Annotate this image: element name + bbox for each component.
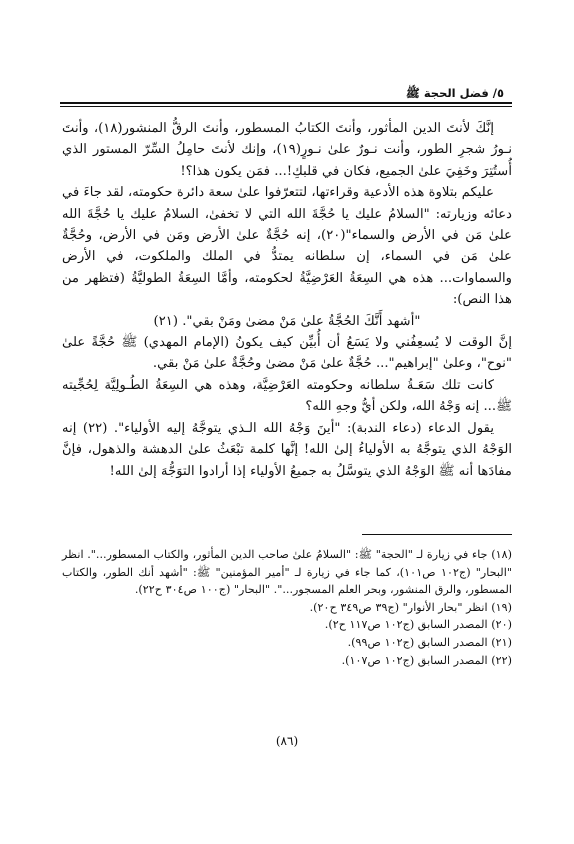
header-rule-thin bbox=[60, 106, 512, 107]
paragraph: عليكم بتلاوة هذه الأدعية وقراءتها، لتتعرّفوا علىٰ سعة دائرة حكومته، لقد جاءَ في دعائه وزيارته: "السلامُ عليك يا حُجَّةَ الله التي لا تخفىٰ، السلامُ عليك يا حُجَّةَ الله علىٰ مَن في الأرض والسماء"(٢٠)، إنه حُجَّةٌ علىٰ الأرض ومَن في الأرض، وحُجَّةٌ علىٰ مَن في السماء، إن سلطانه يمتدُّ في الملك والملكوت، في الأرض والسماوات... هذه هي السِعَةُ العَرْضِيَّةُ لحكومته، وأمَّا السِعَةُ الطوليَّةُ (فتظهر من هذا النص): bbox=[62, 185, 512, 308]
header-rule-thick bbox=[60, 102, 512, 104]
main-text bbox=[62, 118, 512, 482]
footnote: (٢٢) المصدر السابق (ج١٠٢ ص١٠٧). bbox=[341, 653, 512, 667]
running-header-title: ٥/ فضل الحجة ﷺ bbox=[405, 86, 504, 100]
quoted-line: "أشهد أَنَّكَ الحُجَّةُ علىٰ مَنْ مضىٰ ومَنْ بقي". (٢١) bbox=[153, 313, 421, 329]
footnote: (٢١) المصدر السابق (ج١٠٢ ص٩٩). bbox=[347, 635, 512, 649]
footnote-separator bbox=[362, 534, 512, 535]
page-number: (٨٦) bbox=[275, 734, 299, 748]
footnotes bbox=[62, 546, 512, 669]
paragraph: إنَّكَ لأنتَ الدين المأثور، وأنتَ الكتابُ المسطور، وأنتَ الرقُّ المنشور(١٨)، وأنتَ نـورُ شجرِ الطور، وأنت نـورٌ علىٰ نـورٍ(١٩)، وإنك لأنتَ حامِلُ السِّرّ المستور الذي أُستُتِرَ وخَفِيَ علىٰ الجميع، فكان في قلبكِ!... فمَن يكون هذا؟! bbox=[62, 121, 512, 179]
footnote: (١٨) جاء في زيارة لـ "الحجة" ﷺ: "السلامُ علىٰ صاحب الدين المأثور، والكتاب المسطور...". انظر "البحار" (ج١٠٢ ص١٠١)، كما جاء في زيارة لـ "أمير المؤمنين" ﷺ: "أشهد أنك الطور، والكتاب المسطور، والرق المنشور، وبحر العلم المسجور...". "البحار" (ج١٠٠ ص٣٠٤ ح٢٢). bbox=[62, 548, 512, 597]
paragraph: إنَّ الوقت لا يُسعِفُني ولا يَسَعُ أن أُبيِّن كيف يكونُ (الإمام المهدي) ﷺ حُجَّةً علىٰ "نوح"، وعلىٰ "إبراهيم"... حُجَّةٌ علىٰ مَنْ مضىٰ وحُجَّةٌ علىٰ مَنْ بقي. bbox=[62, 335, 512, 372]
footnote: (٢٠) المصدر السابق (ج١٠٢ ص١١٧ ح٢). bbox=[324, 618, 512, 632]
paragraph: يقول الدعاء (دعاء الندبة): "أينَ وَجْهُ الله الـذي يتوجَّهُ إليه الأولياء". (٢٢) إنه الوَجْهُ الذي يتوجَّهُ به الأولياءُ إلىٰ الله! إنَّها كلمة تبْعَثُ علىٰ الدهشة والذهول، فإنَّ مفادَها أنه ﷺ الوَجْهُ الذي يتوسَّلُ به جميعُ الأولياء إذا أرادوا التوَجُّهَ إلىٰ الله! bbox=[62, 420, 512, 479]
paragraph: كانت تلك سَعَـةُ سلطانه وحكومته العَرْضِيَّة، وهذه هي السِعَةُ الطُـولِيَّة لِحُجِّيته ﷺ... إنه وَجْهُ الله، ولكن أيُّ وجهِ الله؟ bbox=[62, 377, 512, 415]
footnote: (١٩) انظر "بحار الأنوار" (ج٣٩ ص٣٤٩ ح٢٠). bbox=[309, 600, 512, 614]
